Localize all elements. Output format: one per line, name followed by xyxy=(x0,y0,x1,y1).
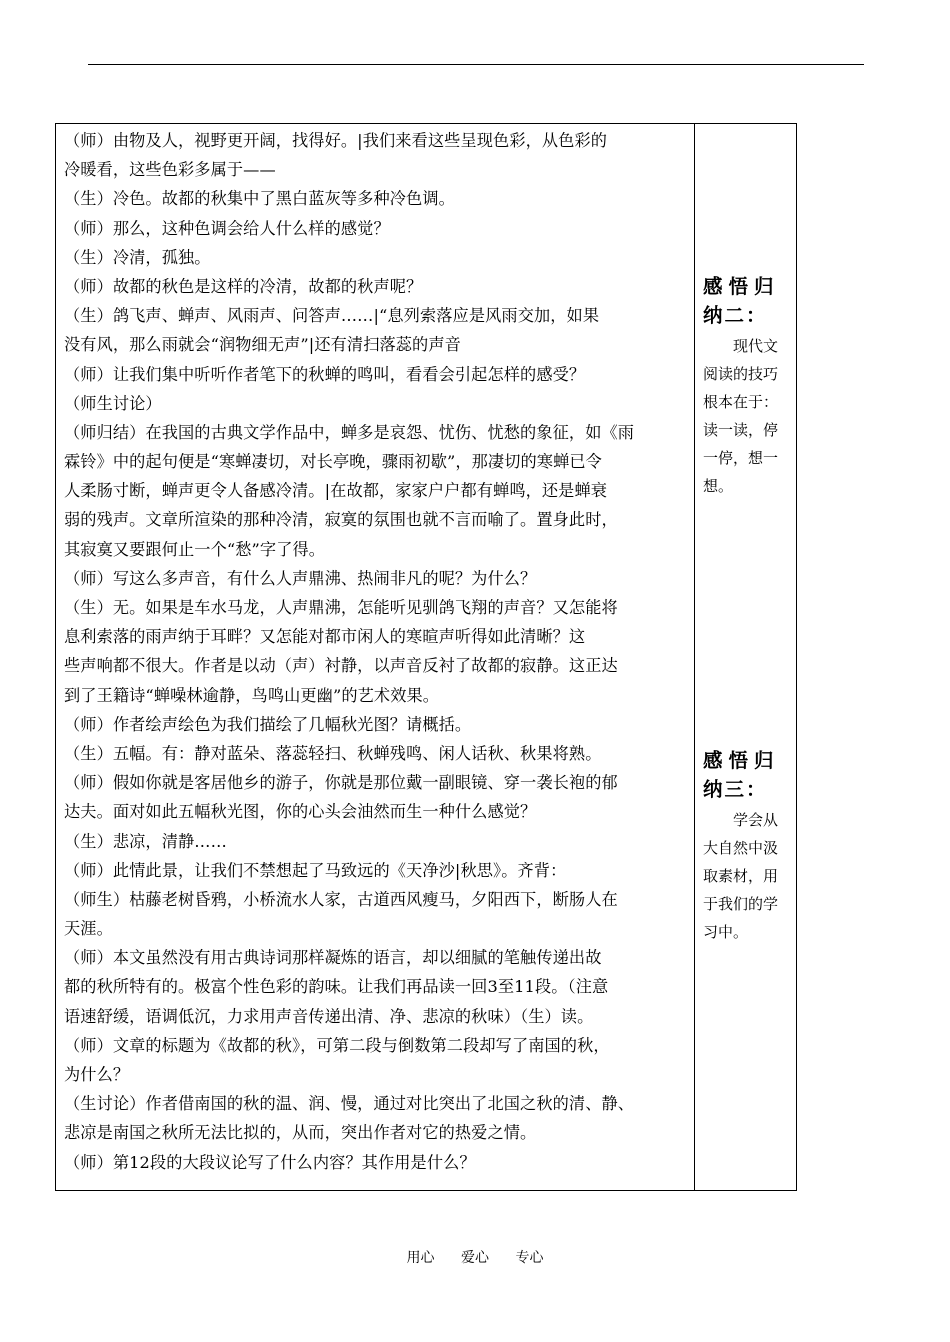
dialogue-line: 些声响都不很大。作者是以动（声）衬静，以声音反衬了故都的寂静。这正达 xyxy=(64,656,618,676)
notes-column xyxy=(694,124,796,1190)
dialogue-line: 到了王籍诗“蝉噪林逾静，鸟鸣山更幽”的艺术效果。 xyxy=(64,685,440,705)
dialogue-line: 没有风，那么雨就会“润物细无声”|还有清扫落蕊的声音 xyxy=(64,335,461,355)
reflection-note-2 xyxy=(703,272,791,500)
dialogue-line: （生）五幅。有：静对蓝朵、落蕊轻扫、秋蝉残鸣、闲人话秋、秋果将熟。 xyxy=(64,743,602,763)
dialogue-line: （师）作者绘声绘色为我们描绘了几幅秋光图？请概括。 xyxy=(64,714,472,734)
dialogue-line: 达夫。面对如此五幅秋光图，你的心头会油然而生一种什么感觉？ xyxy=(64,802,537,822)
dialogue-line: 语速舒缓，语调低沉，力求用声音传递出清、净、悲凉的秋味）（生）读。 xyxy=(64,1006,594,1026)
dialogue-line: （师）让我们集中听听作者笔下的秋蝉的鸣叫，看看会引起怎样的感受？ xyxy=(64,364,586,384)
dialogue-line: （师）假如你就是客居他乡的游子，你就是那位戴一副眼镜、穿一袭长袍的郁 xyxy=(64,773,618,793)
lesson-table xyxy=(55,123,797,1191)
footer-text: 专心 xyxy=(515,1250,544,1266)
header-rule xyxy=(88,64,864,65)
dialogue-line: 弱的残声。文章所渲染的那种冷清，寂寞的氛围也就不言而喻了。置身此时， xyxy=(64,510,618,530)
dialogue-line: （生讨论）作者借南国的秋的温、润、慢，通过对比突出了北国之秋的清、静、 xyxy=(64,1094,635,1114)
dialogue-column xyxy=(56,124,694,1190)
dialogue-line: （师）第12段的大段议论写了什么内容？其作用是什么？ xyxy=(64,1152,476,1172)
dialogue-line: 天涯。 xyxy=(64,919,113,939)
dialogue-line: （生）鸽飞声、蝉声、风雨声、问答声……|“息列索落应是风雨交加，如果 xyxy=(64,306,600,326)
note-body: 学会从大自然中汲取素材，用于我们的学习中。 xyxy=(703,811,779,941)
note-body: 现代文阅读的技巧根本在于：读一读，停一停，想一想。 xyxy=(703,337,779,495)
dialogue-line: （师）由物及人，视野更开阔，找得好。|我们来看这些呈现色彩，从色彩的 xyxy=(64,131,608,150)
page-footer xyxy=(0,1247,950,1267)
dialogue-line: 都的秋所特有的。极富个性色彩的韵味。让我们再品读一回3至11段。（注意 xyxy=(64,977,609,997)
footer-text: 用心 xyxy=(406,1250,435,1266)
reflection-note-3 xyxy=(703,746,791,946)
dialogue-line: 为什么？ xyxy=(64,1065,130,1084)
dialogue-line: （师生讨论） xyxy=(64,393,162,413)
dialogue-line: 息利索落的雨声纳于耳畔？又怎能对都市闲人的寒暄声听得如此清晰？这 xyxy=(64,627,586,647)
dialogue-line: （生）悲凉，清静…… xyxy=(64,831,227,851)
dialogue-line: （师）写这么多声音，有什么人声鼎沸、热闹非凡的呢？为什么？ xyxy=(64,568,537,588)
dialogue-line: （师生）枯藤老树昏鸦，小桥流水人家，古道西风瘦马，夕阳西下，断肠人在 xyxy=(64,889,618,909)
footer-text: 爱心 xyxy=(461,1250,489,1266)
dialogue-line: （师）故都的秋色是这样的冷清，故都的秋声呢？ xyxy=(64,276,423,296)
dialogue-line: （师）文章的标题为《故都的秋》，可第二段与倒数第二段却写了南国的秋， xyxy=(64,1035,610,1055)
dialogue-line: 人柔肠寸断，蝉声更令人备感冷清。|在故都，家家户户都有蝉鸣，还是蝉衰 xyxy=(64,481,608,501)
dialogue-line: （生）冷色。故都的秋集中了黑白蓝灰等多种冷色调。 xyxy=(64,189,455,209)
dialogue-line: （师）此情此景，让我们不禁想起了马致远的《天净沙|秋思》。齐背： xyxy=(64,860,567,880)
dialogue-line: （生）冷清，孤独。 xyxy=(64,247,211,267)
dialogue-line: （师）本文虽然没有用古典诗词那样凝炼的语言，却以细腻的笔触传递出故 xyxy=(64,948,602,968)
dialogue-line: （师）那么，这种色调会给人什么样的感觉？ xyxy=(64,218,390,238)
note-title: 感悟归 纳二： xyxy=(703,275,780,327)
dialogue-line: 霖铃》中的起句便是“寒蝉凄切，对长亭晚，骤雨初歇”，那凄切的寒蝉已令 xyxy=(64,452,602,472)
dialogue-line: 悲凉是南国之秋所无法比拟的，从而，突出作者对它的热爱之情。 xyxy=(64,1123,537,1143)
dialogue-line: （生）无。如果是车水马龙，人声鼎沸，怎能听见驯鸽飞翔的声音？又怎能将 xyxy=(64,598,618,617)
dialogue-line: 其寂寞又要跟何止一个“愁”字了得。 xyxy=(64,539,326,559)
dialogue-line: 冷暖看，这些色彩多属于—— xyxy=(64,160,276,180)
note-title: 感悟归 纳三： xyxy=(703,749,780,801)
dialogue-line: （师归结）在我国的古典文学作品中，蝉多是哀怨、忧伤、忧愁的象征，如《雨 xyxy=(64,422,635,442)
